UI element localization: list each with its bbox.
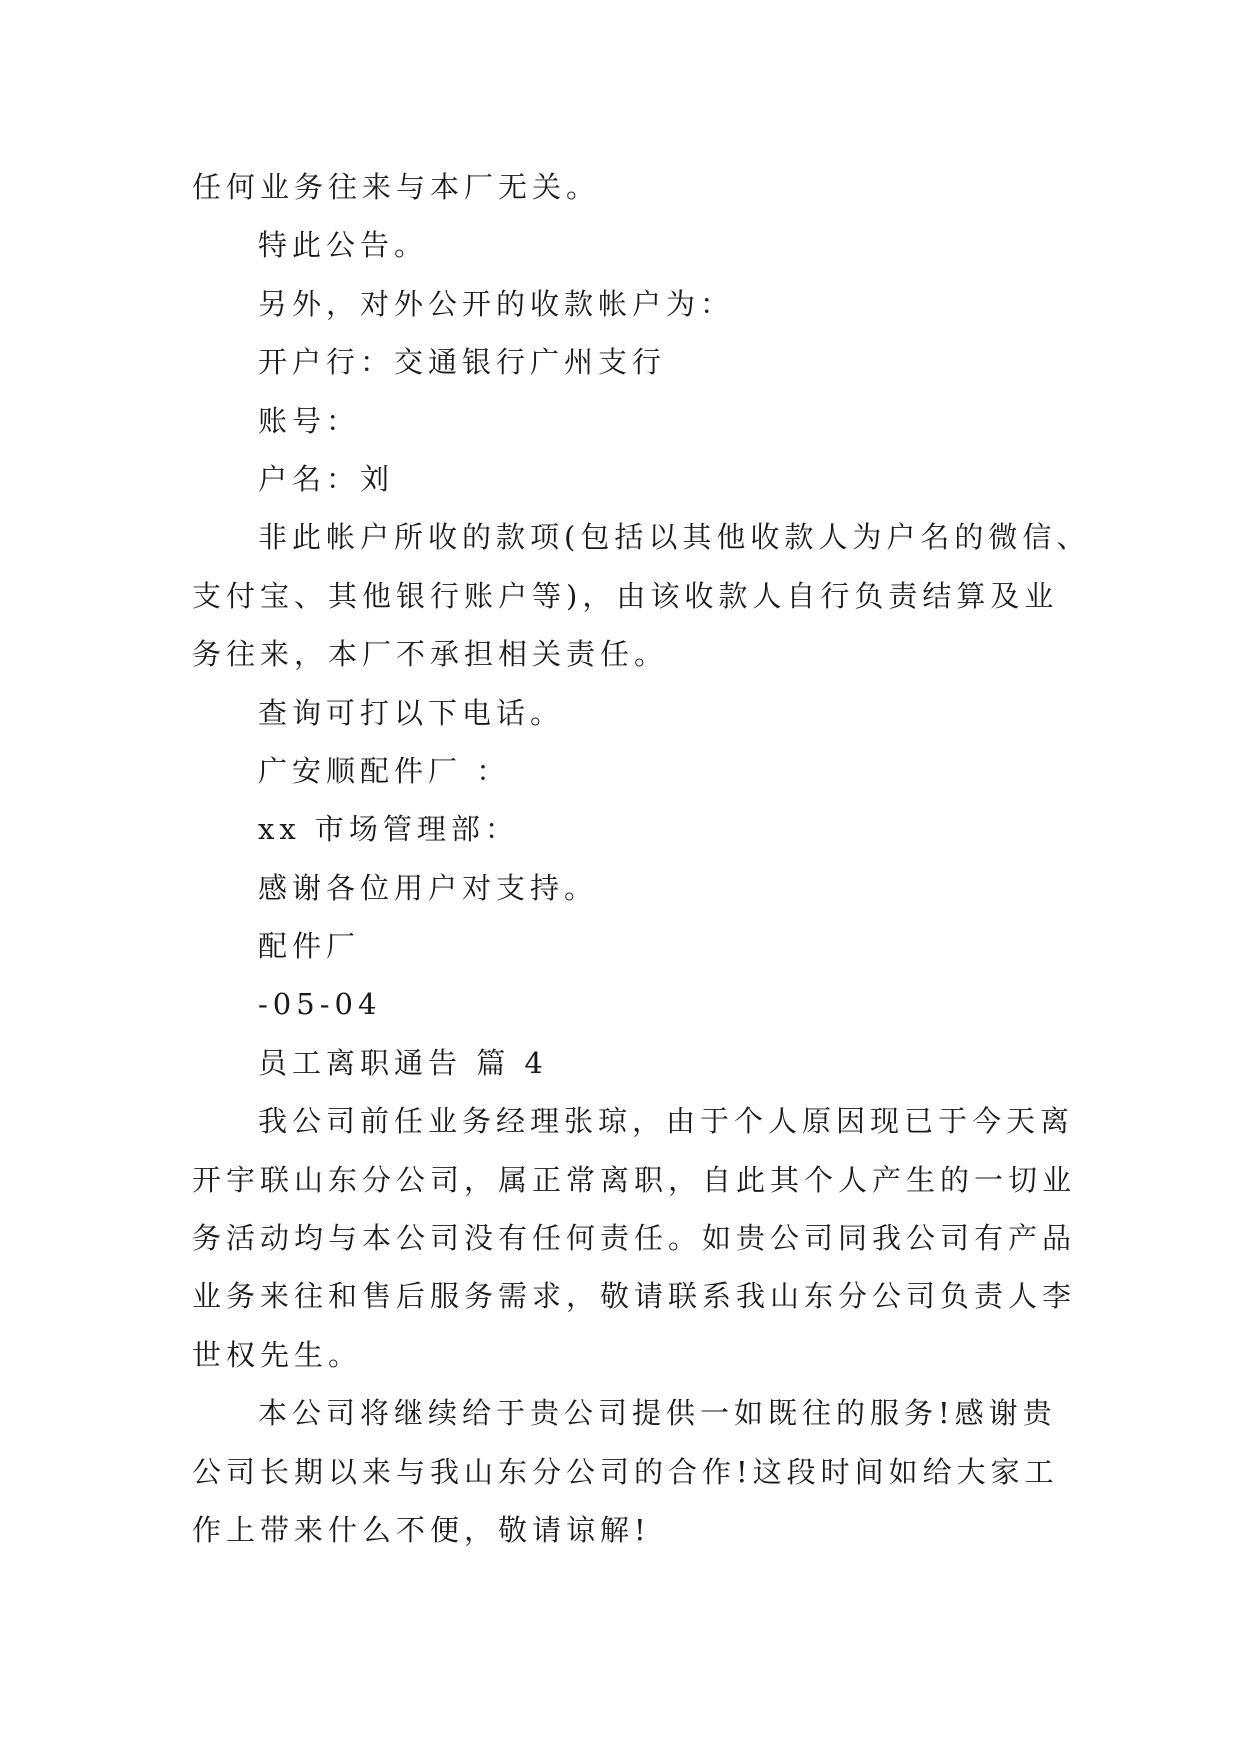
text-line: 务活动均与本公司没有任何责任。如贵公司同我公司有产品 [192, 1221, 1077, 1256]
text-line: 务往来，本厂不承担相关责任。 [192, 637, 669, 672]
text-line: 业务来往和售后服务需求，敬请联系我山东分公司负责人李 [192, 1279, 1077, 1314]
text-line: 配件厂 [258, 929, 361, 964]
text-line: 户名：刘 [258, 461, 395, 496]
text-line: 本公司将继续给于贵公司提供一如既往的服务!感谢贵 [258, 1396, 1057, 1431]
text-line: 作上带来什么不便，敬请谅解! [192, 1512, 651, 1547]
text-line: 另外，对外公开的收款帐户为： [258, 286, 735, 321]
text-line: 开户行：交通银行广州支行 [258, 345, 667, 380]
text-line: 非此帐户所收的款项(包括以其他收款人为户名的微信、 [258, 520, 1091, 555]
document-body [192, 158, 1091, 1559]
text-line: 开宇联山东分公司，属正常离职，自此其个人产生的一切业 [192, 1162, 1077, 1197]
text-line: 世权先生。 [192, 1337, 363, 1372]
text-line: 员工离职通告 篇 4 [258, 1045, 548, 1080]
text-line: 公司长期以来与我山东分公司的合作!这段时间如给大家工 [192, 1454, 1059, 1489]
text-line: 我公司前任业务经理张琼，由于个人原因现已于今天离 [258, 1104, 1075, 1139]
text-line: -05-04 [258, 987, 382, 1022]
text-line: 查询可打以下电话。 [258, 695, 565, 730]
text-line: 账号： [258, 403, 361, 438]
text-line: 特此公告。 [258, 228, 429, 263]
text-line: xx 市场管理部： [258, 812, 519, 847]
text-line: 感谢各位用户对支持。 [258, 870, 599, 905]
text-line: 任何业务往来与本厂无关。 [192, 170, 601, 204]
text-line: 广安顺配件厂 ： [258, 753, 511, 788]
text-line: 支付宝、其他银行账户等)，由该收款人自行负责结算及业 [192, 578, 1059, 613]
